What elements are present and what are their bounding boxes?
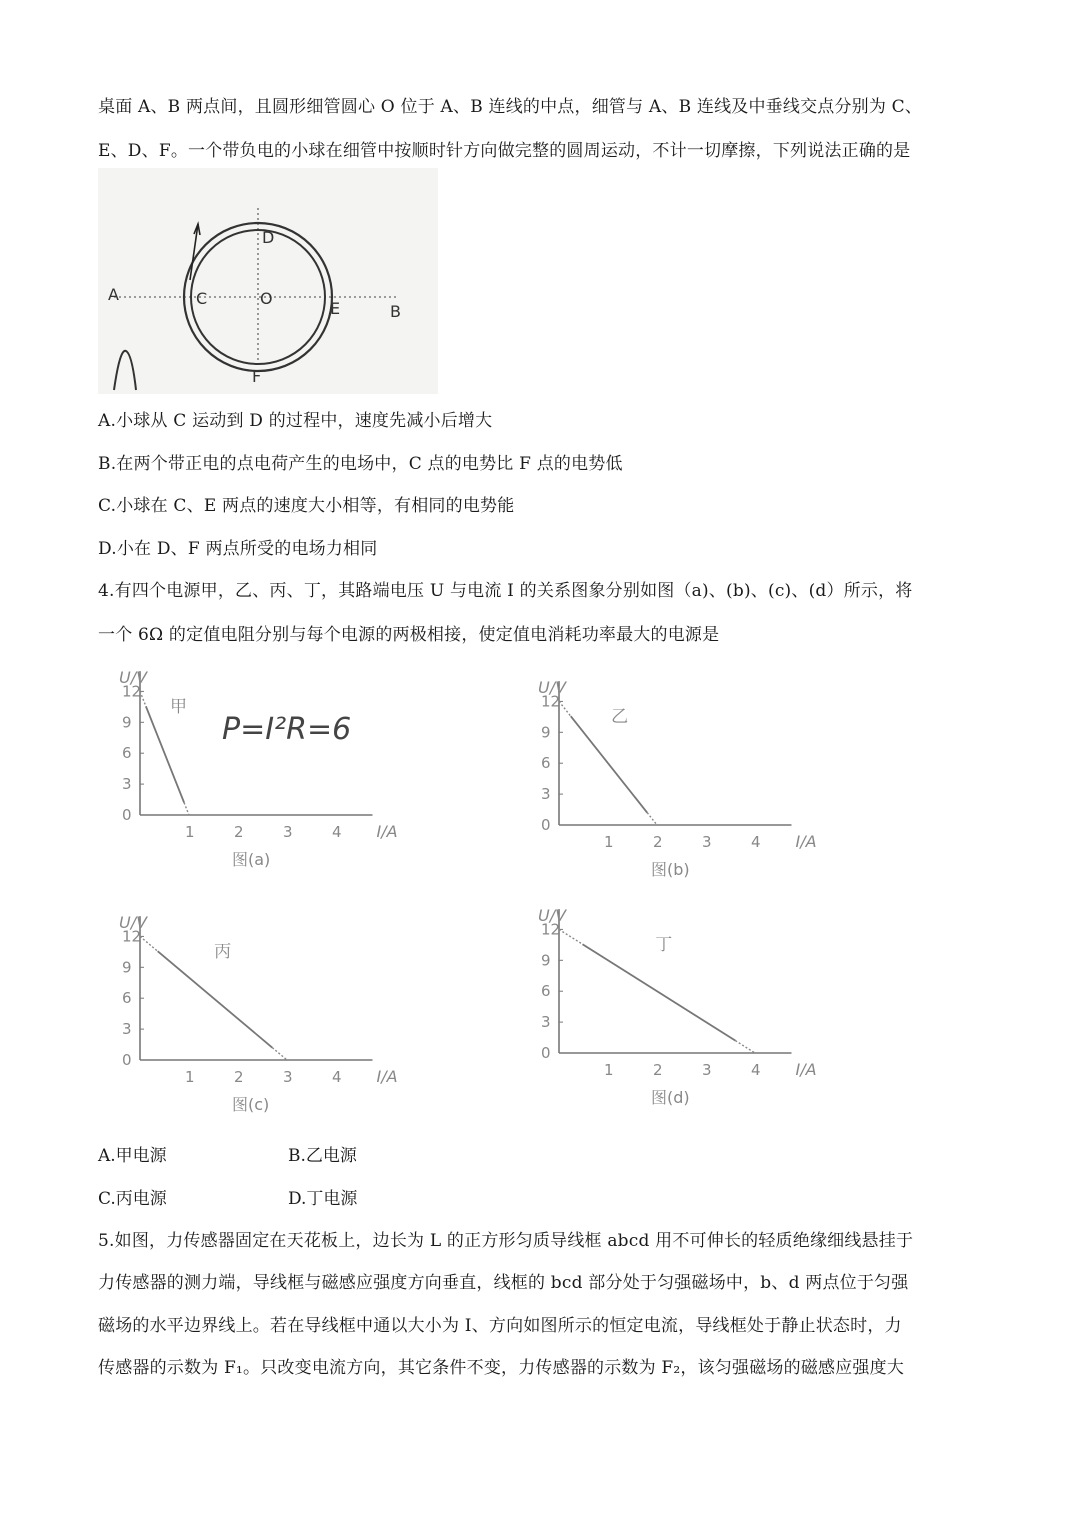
chart-a	[105, 665, 405, 880]
label-C: C	[196, 289, 208, 308]
chart-c	[105, 910, 405, 1135]
chart-b-line-end	[647, 813, 657, 825]
q3-option-d: D.小在 D、F 两点所受的电场力相同	[98, 539, 378, 559]
q3-text-line-1: 桌面 A、B 两点间，且圆形细管圆心 O 位于 A、B 连线的中点，细管与 A、B 连线及中垂线交点分别为 C、	[98, 97, 923, 117]
chart-c-y-tick-0: 0	[122, 1051, 132, 1069]
chart-d-line-start	[559, 929, 583, 944]
chart-a-y-tick-9: 9	[122, 713, 132, 732]
chart-c-y-tick-6: 6	[122, 989, 132, 1008]
chart-c-x-tick-4: 4	[332, 1068, 342, 1086]
q3-option-a: A.小球从 C 运动到 D 的过程中，速度先减小后增大	[98, 411, 493, 431]
q4-text-line-1: 4.有四个电源甲，乙、丙、丁，其路端电压 U 与电流 I 的关系图象分别如图（a)、(b)、(c)、(d）所示，将	[98, 581, 913, 601]
chart-c-data-line	[158, 951, 273, 1047]
chart-b-line-start	[559, 701, 571, 716]
chart-b-data-line	[571, 716, 647, 812]
chart-d-y-tick-3: 3	[541, 1013, 551, 1032]
q4-text-line-2: 一个 6Ω 的定值电阻分别与每个电源的两极相接，使定值电消耗功率最大的电源是	[98, 625, 720, 645]
chart-b-y-tick-12: 12	[541, 692, 561, 711]
q4-option-c: C.丙电源	[98, 1189, 167, 1209]
chart-b-x-tick-4: 4	[751, 833, 761, 851]
chart-d-x-tick-1: 1	[604, 1061, 614, 1079]
q5-text-line-1: 5.如图，力传感器固定在天花板上，边长为 L 的正方形匀质导线框 abcd 用不可伸长的轻质绝缘细线悬挂于	[98, 1231, 914, 1251]
chart-c-x-tick-1: 1	[185, 1068, 195, 1086]
label-O: O	[260, 289, 273, 308]
chart-b-x-tick-1: 1	[604, 833, 614, 851]
chart-d-y-tick-12: 12	[541, 920, 561, 939]
chart-a-y-tick-12: 12	[122, 682, 142, 701]
handwritten-note: P=I²R=6	[222, 712, 352, 747]
chart-a-x-tick-3: 3	[283, 823, 293, 841]
chart-c-line-end	[272, 1048, 287, 1060]
chart-b-x-tick-2: 2	[653, 833, 663, 851]
q4-option-a: A.甲电源	[98, 1146, 167, 1166]
chart-b	[524, 675, 824, 890]
chart-b-y-tick-6: 6	[541, 754, 551, 773]
q3-option-c: C.小球在 C、E 两点的速度大小相等，有相同的电势能	[98, 496, 515, 516]
chart-c-y-tick-3: 3	[122, 1020, 132, 1039]
chart-d-line-end	[735, 1041, 755, 1053]
chart-c-x-label: I/A	[376, 1067, 398, 1086]
chart-d-x-tick-4: 4	[751, 1061, 761, 1079]
chart-a-y-tick-0: 0	[122, 806, 132, 824]
chart-d-data-line	[583, 944, 736, 1040]
label-B: B	[390, 302, 401, 321]
chart-a-y-label: U/V	[119, 668, 148, 687]
chart-b-y-tick-3: 3	[541, 785, 551, 804]
q3-circle-figure	[98, 168, 438, 394]
chart-a-caption: 图(a)	[232, 850, 271, 869]
chart-a-x-tick-4: 4	[332, 823, 342, 841]
chart-c-y-tick-9: 9	[122, 958, 132, 977]
chart-b-series-label: 乙	[611, 707, 629, 728]
chart-d-y-label: U/V	[538, 906, 567, 925]
chart-c-series-label: 丙	[214, 942, 232, 963]
q4-option-b: B.乙电源	[288, 1146, 357, 1166]
chart-d-x-label: I/A	[795, 1060, 817, 1079]
label-E: E	[330, 299, 341, 318]
chart-b-x-label: I/A	[795, 832, 817, 851]
chart-d	[524, 903, 824, 1128]
chart-c-caption: 图(c)	[232, 1095, 270, 1114]
chart-d-x-tick-3: 3	[702, 1061, 712, 1079]
label-A: A	[108, 285, 119, 304]
label-D: D	[262, 228, 275, 247]
chart-a-y-tick-3: 3	[122, 775, 132, 794]
chart-c-x-tick-2: 2	[234, 1068, 244, 1086]
q5-text-line-4: 传感器的示数为 F₁。只改变电流方向，其它条件不变，力传感器的示数为 F₂，该匀强磁场的磁感应强度大	[98, 1358, 905, 1378]
chart-a-x-tick-2: 2	[234, 823, 244, 841]
chart-a-x-label: I/A	[376, 822, 398, 841]
chart-b-y-label: U/V	[538, 678, 567, 697]
chart-c-y-label: U/V	[119, 913, 148, 932]
q3-text-line-2: E、D、F。一个带负电的小球在细管中按顺时针方向做完整的圆周运动，不计一切摩擦，下列说法正确的是	[98, 141, 911, 161]
chart-b-y-tick-0: 0	[541, 816, 551, 834]
chart-c-x-tick-3: 3	[283, 1068, 293, 1086]
chart-d-caption: 图(d)	[651, 1088, 690, 1107]
chart-d-y-tick-9: 9	[541, 951, 551, 970]
q4-option-d: D.丁电源	[288, 1189, 358, 1209]
chart-a-data-line	[146, 706, 184, 802]
chart-b-y-tick-9: 9	[541, 723, 551, 742]
chart-c-y-tick-12: 12	[122, 927, 142, 946]
q3-option-b: B.在两个带正电的点电荷产生的电场中，C 点的电势比 F 点的电势低	[98, 454, 623, 474]
chart-d-y-tick-0: 0	[541, 1044, 551, 1062]
chart-b-x-tick-3: 3	[702, 833, 712, 851]
chart-a-line-end	[184, 803, 189, 815]
chart-d-y-tick-6: 6	[541, 982, 551, 1001]
chart-c-line-start	[140, 936, 158, 951]
chart-a-y-tick-6: 6	[122, 744, 132, 763]
q5-text-line-2: 力传感器的测力端，导线框与磁感应强度方向垂直，线框的 bcd 部分处于匀强磁场中，b、d 两点位于匀强	[98, 1273, 909, 1293]
label-F: F	[252, 367, 262, 386]
chart-a-series-label: 甲	[170, 697, 188, 718]
q5-text-line-3: 磁场的水平边界线上。若在导线框中通以大小为 I、方向如图所示的恒定电流，导线框处于静止状态时，力	[98, 1316, 902, 1336]
chart-b-caption: 图(b)	[651, 860, 690, 879]
chart-a-x-tick-1: 1	[185, 823, 195, 841]
chart-d-x-tick-2: 2	[653, 1061, 663, 1079]
chart-d-series-label: 丁	[655, 935, 673, 956]
